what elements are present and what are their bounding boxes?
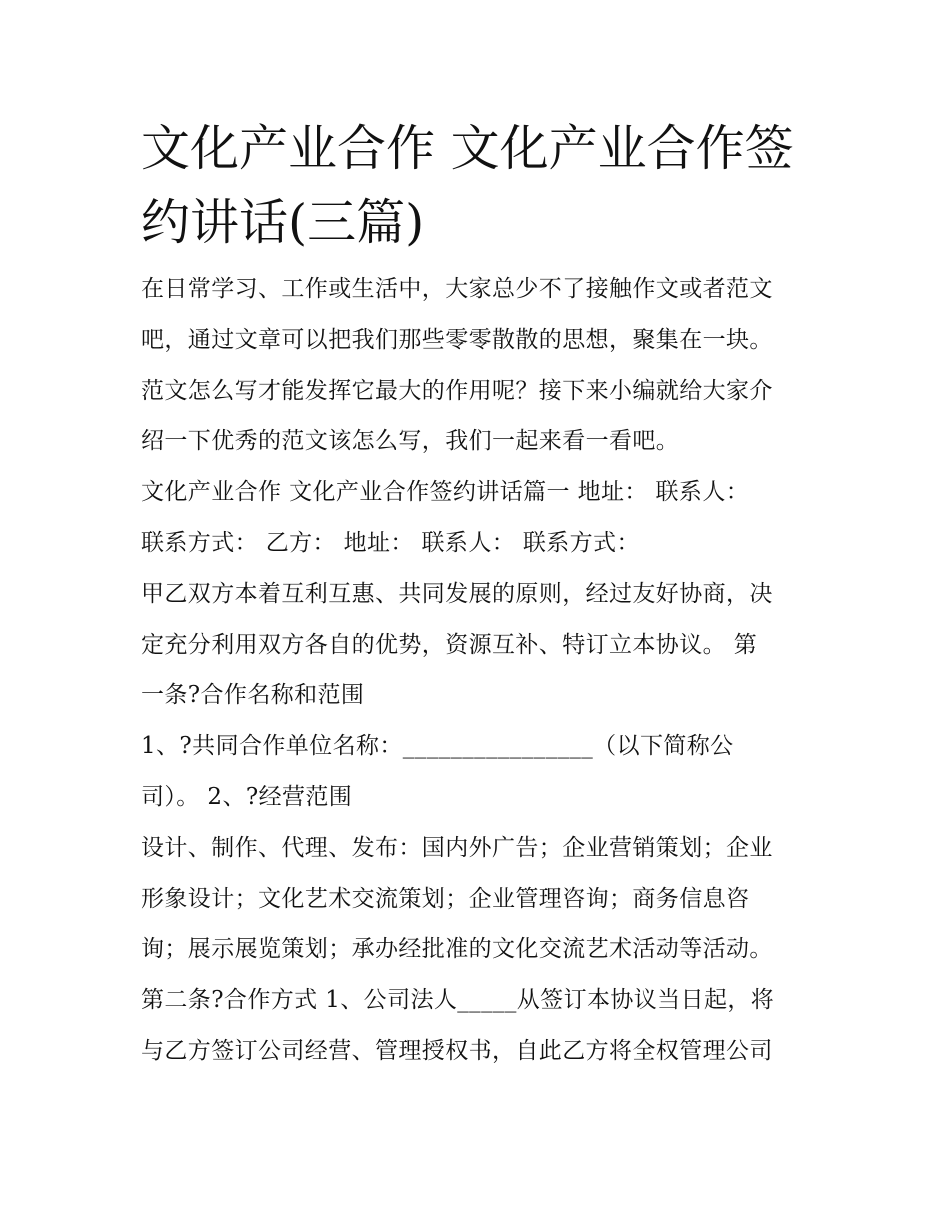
body-line: 吧，通过文章可以把我们那些零零散散的思想，聚集在一块。 bbox=[141, 326, 773, 353]
body-line: 范文怎么写才能发挥它最大的作用呢？接下来小编就给大家介 bbox=[141, 377, 773, 404]
body-line: 司）。 2、?经营范围 bbox=[141, 783, 353, 810]
body-line: 形象设计；文化艺术交流策划；企业管理咨询；商务信息咨 bbox=[141, 885, 750, 912]
title-line: 约讲话(三篇) bbox=[141, 194, 425, 251]
document-page bbox=[141, 112, 813, 1077]
body-line: 1、?共同合作单位名称：________________（以下简称公 bbox=[141, 733, 734, 760]
body-line: 与乙方签订公司经营、管理授权书，自此乙方将全权管理公司 bbox=[141, 1037, 773, 1064]
body-line: 甲乙双方本着互利互惠、共同发展的原则，经过友好协商，决 bbox=[141, 580, 773, 607]
body-line: 在日常学习、工作或生活中，大家总少不了接触作文或者范文 bbox=[141, 276, 773, 302]
body-line: 绍一下优秀的范文该怎么写，我们一起来看一看吧。 bbox=[141, 428, 680, 455]
body-line: 设计、制作、代理、发布：国内外广告；企业营销策划；企业 bbox=[141, 834, 773, 861]
title-line: 文化产业合作 文化产业合作签 bbox=[141, 120, 794, 177]
document-title bbox=[141, 112, 813, 260]
document-body bbox=[141, 264, 813, 1077]
body-line: 联系方式： 乙方： 地址： 联系人： 联系方式： bbox=[141, 529, 640, 556]
body-line: 一条?合作名称和范围 bbox=[141, 682, 365, 709]
body-line: 第二条?合作方式 1、公司法人_____从签订本协议当日起，将 bbox=[141, 987, 775, 1014]
body-line: 定充分利用双方各自的优势，资源互补、特订立本协议。 第 bbox=[141, 631, 758, 658]
body-line: 文化产业合作 文化产业合作签约讲话篇一 地址： 联系人： bbox=[141, 479, 750, 506]
body-line: 询；展示展览策划；承办经批准的文化交流艺术活动等活动。 bbox=[141, 936, 773, 963]
